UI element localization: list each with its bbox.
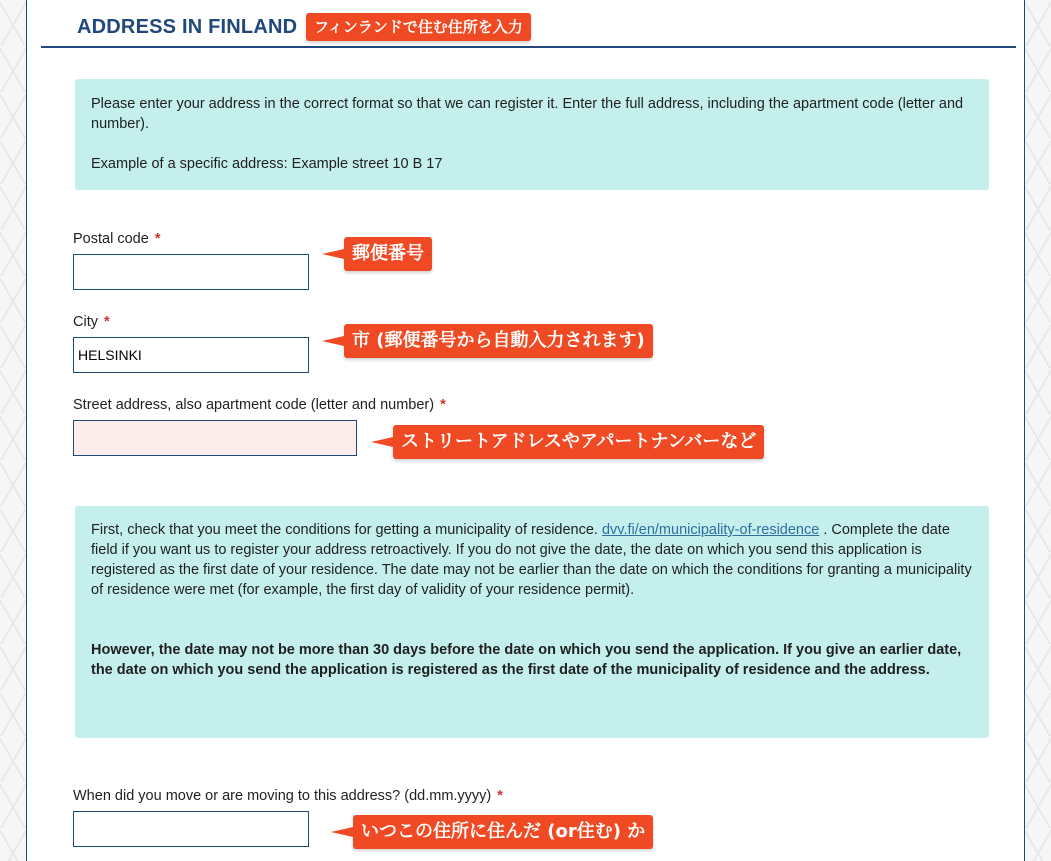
street-address-label-text: Street address, also apartment code (letter and number) <box>73 397 435 413</box>
background-pattern-right <box>1025 0 1051 861</box>
street-address-input[interactable] <box>73 420 357 456</box>
municipality-of-residence-link[interactable]: dvv.fi/en/municipality-of-residence <box>601 522 820 538</box>
callout-pointer <box>331 827 353 837</box>
city-input[interactable] <box>73 337 309 373</box>
required-marker: * <box>154 231 161 247</box>
residence-date-warning: However, the date may not be more than 30 days before the date on which you send the application. If you give an earlier date, the date on which you send the application is registered as the first date of the municipality of residence and the address. <box>91 642 962 678</box>
residence-intro-text: First, check that you meet the conditions for getting a municipality of residence. <box>91 522 598 538</box>
required-marker: * <box>497 788 503 804</box>
callout-pointer <box>322 249 344 259</box>
move-date-callout <box>353 815 653 849</box>
residence-conditions-text <box>91 520 973 600</box>
postal-code-callout <box>344 237 432 271</box>
required-marker: * <box>440 397 446 413</box>
section-title-callout <box>306 13 531 41</box>
city-label-text: City <box>73 314 98 330</box>
move-date-input[interactable] <box>73 811 309 847</box>
city-label <box>73 314 110 330</box>
postal-code-callout-text: 郵便番号 <box>352 243 424 264</box>
municipality-residence-note <box>75 506 989 738</box>
postal-code-label <box>73 231 160 247</box>
postal-code-input[interactable] <box>73 254 309 290</box>
residence-details-text: . Complete the date field if you want us to register your address retroactively. If you do not give the date, the date on which you send this application is registered as the first date of your residence. The date may not be earlier than the date on which the conditions for granting a municipality of residence were met (for example, the first day of validity of your residence permit). <box>91 522 972 598</box>
callout-pointer <box>322 336 344 346</box>
move-date-label <box>73 788 503 804</box>
city-callout <box>344 324 653 358</box>
section-title: ADDRESS IN FINLAND <box>77 16 298 38</box>
move-date-label-text: When did you move or are moving to this address? (dd.mm.yyyy) <box>73 788 492 804</box>
section-title-callout-text: フィンランドで住む住所を入力 <box>314 18 523 36</box>
move-date-callout-text: いつこの住所に住んだ (or住む) か <box>361 821 646 842</box>
street-address-label <box>73 397 446 413</box>
address-format-note <box>75 79 989 190</box>
required-marker: * <box>104 314 110 330</box>
street-address-callout <box>393 425 764 459</box>
address-format-example: Example of a specific address: Example street 10 B 17 <box>91 156 443 172</box>
background-pattern-left <box>0 0 26 861</box>
street-address-callout-text: ストリートアドレスやアパートナンバーなど <box>401 431 757 452</box>
callout-pointer <box>371 437 393 447</box>
address-format-instructions: Please enter your address in the correct format so that we can register it. Enter the full address, including the apartment code (letter and number). <box>91 96 964 132</box>
postal-code-label-text: Postal code <box>73 231 149 247</box>
city-callout-text: 市 (郵便番号から自動入力されます) <box>352 330 645 351</box>
